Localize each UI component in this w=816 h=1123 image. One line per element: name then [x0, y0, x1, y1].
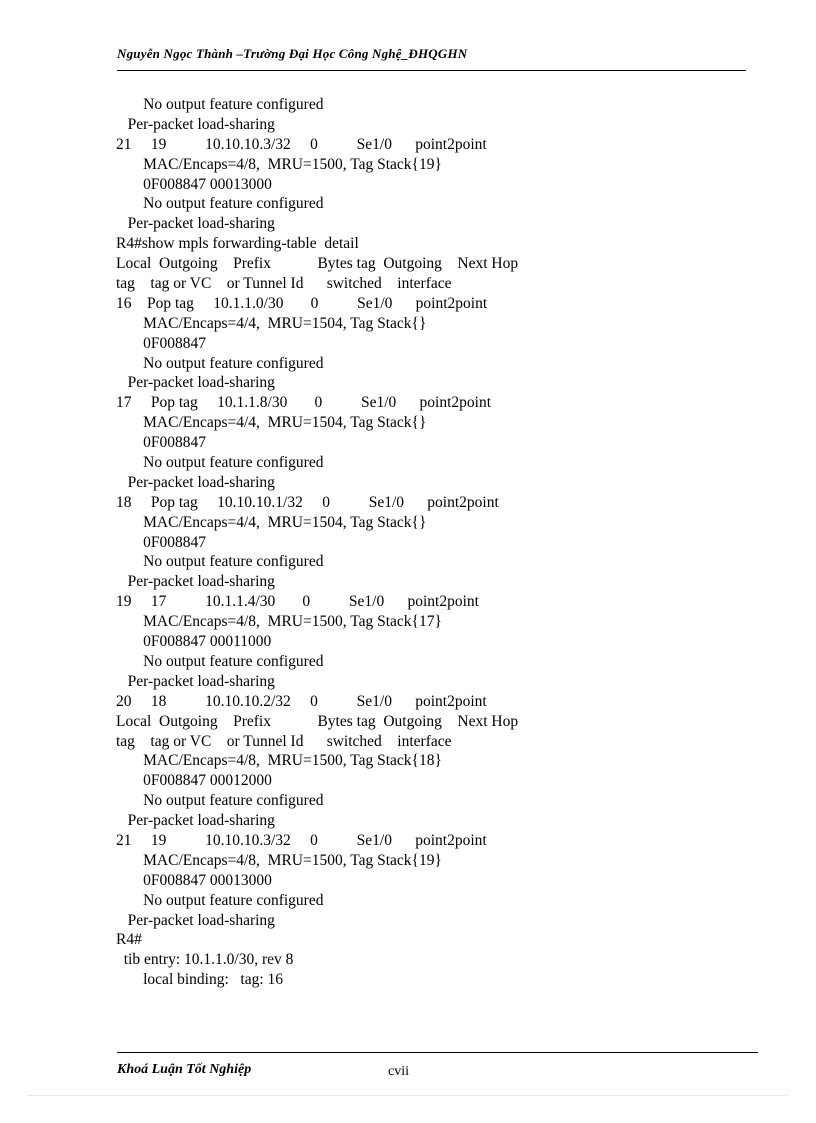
output-line: MAC/Encaps=4/4, MRU=1504, Tag Stack{} — [116, 314, 427, 332]
output-line: 21 19 10.10.10.3/32 0 Se1/0 point2point — [116, 135, 487, 153]
output-line: 19 17 10.1.1.4/30 0 Se1/0 point2point — [116, 593, 479, 611]
output-line: 0F008847 00011000 — [116, 633, 272, 651]
page-header: Nguyễn Ngọc Thành –Trường Đại Học Công Nghệ_ĐHQGHN — [117, 46, 468, 61]
output-line: 0F008847 00012000 — [116, 772, 272, 790]
output-line: 0F008847 — [116, 334, 206, 352]
output-line: 0F008847 00013000 — [116, 871, 272, 889]
cli-output — [116, 95, 756, 990]
output-line: No output feature configured — [116, 454, 324, 472]
output-line: Per-packet load-sharing — [116, 374, 275, 392]
output-line: R4# — [116, 931, 142, 949]
output-line: 18 Pop tag 10.10.10.1/32 0 Se1/0 point2point — [116, 493, 499, 511]
output-line: No output feature configured — [116, 354, 324, 372]
header-divider — [117, 70, 746, 71]
output-line: No output feature configured — [116, 891, 324, 909]
output-line: 0F008847 — [116, 434, 206, 452]
output-line: Per-packet load-sharing — [116, 672, 275, 690]
output-line: Per-packet load-sharing — [116, 115, 275, 133]
output-line: tib entry: 10.1.1.0/30, rev 8 — [116, 951, 294, 969]
output-line: R4#show mpls forwarding-table detail — [116, 235, 359, 253]
output-line: Local Outgoing Prefix Bytes tag Outgoing Next Hop — [116, 255, 519, 273]
output-line: local binding: tag: 16 — [116, 971, 284, 989]
output-line: Per-packet load-sharing — [116, 812, 275, 830]
output-line: MAC/Encaps=4/8, MRU=1500, Tag Stack{17} — [116, 613, 442, 631]
output-line: tag tag or VC or Tunnel Id switched interface — [116, 732, 452, 750]
output-line: Per-packet load-sharing — [116, 215, 275, 233]
page-number: cvii — [388, 1064, 409, 1079]
output-line: MAC/Encaps=4/4, MRU=1504, Tag Stack{} — [116, 513, 427, 531]
output-line: 20 18 10.10.10.2/32 0 Se1/0 point2point — [116, 692, 487, 710]
output-line: No output feature configured — [116, 652, 324, 670]
page-bottom-edge — [28, 1095, 788, 1096]
output-line: Per-packet load-sharing — [116, 911, 275, 929]
output-line: MAC/Encaps=4/4, MRU=1504, Tag Stack{} — [116, 414, 427, 432]
output-line: No output feature configured — [116, 195, 324, 213]
output-line: 17 Pop tag 10.1.1.8/30 0 Se1/0 point2point — [116, 394, 492, 412]
output-line: No output feature configured — [116, 96, 324, 113]
output-line: 16 Pop tag 10.1.1.0/30 0 Se1/0 point2point — [116, 294, 488, 312]
output-line: MAC/Encaps=4/8, MRU=1500, Tag Stack{18} — [116, 752, 442, 770]
output-line: Per-packet load-sharing — [116, 573, 275, 591]
output-line: MAC/Encaps=4/8, MRU=1500, Tag Stack{19} — [116, 155, 442, 173]
footer-title: Khoá Luận Tốt Nghiệp — [117, 1062, 252, 1077]
output-line: 0F008847 00013000 — [116, 175, 272, 193]
output-line: Per-packet load-sharing — [116, 473, 275, 491]
output-line: MAC/Encaps=4/8, MRU=1500, Tag Stack{19} — [116, 851, 442, 869]
output-line: 0F008847 — [116, 533, 206, 551]
footer-divider — [117, 1052, 758, 1053]
output-line: No output feature configured — [116, 553, 324, 571]
output-line: 21 19 10.10.10.3/32 0 Se1/0 point2point — [116, 831, 487, 849]
output-line: tag tag or VC or Tunnel Id switched interface — [116, 275, 452, 293]
output-line: No output feature configured — [116, 792, 324, 810]
output-line: Local Outgoing Prefix Bytes tag Outgoing Next Hop — [116, 712, 519, 730]
